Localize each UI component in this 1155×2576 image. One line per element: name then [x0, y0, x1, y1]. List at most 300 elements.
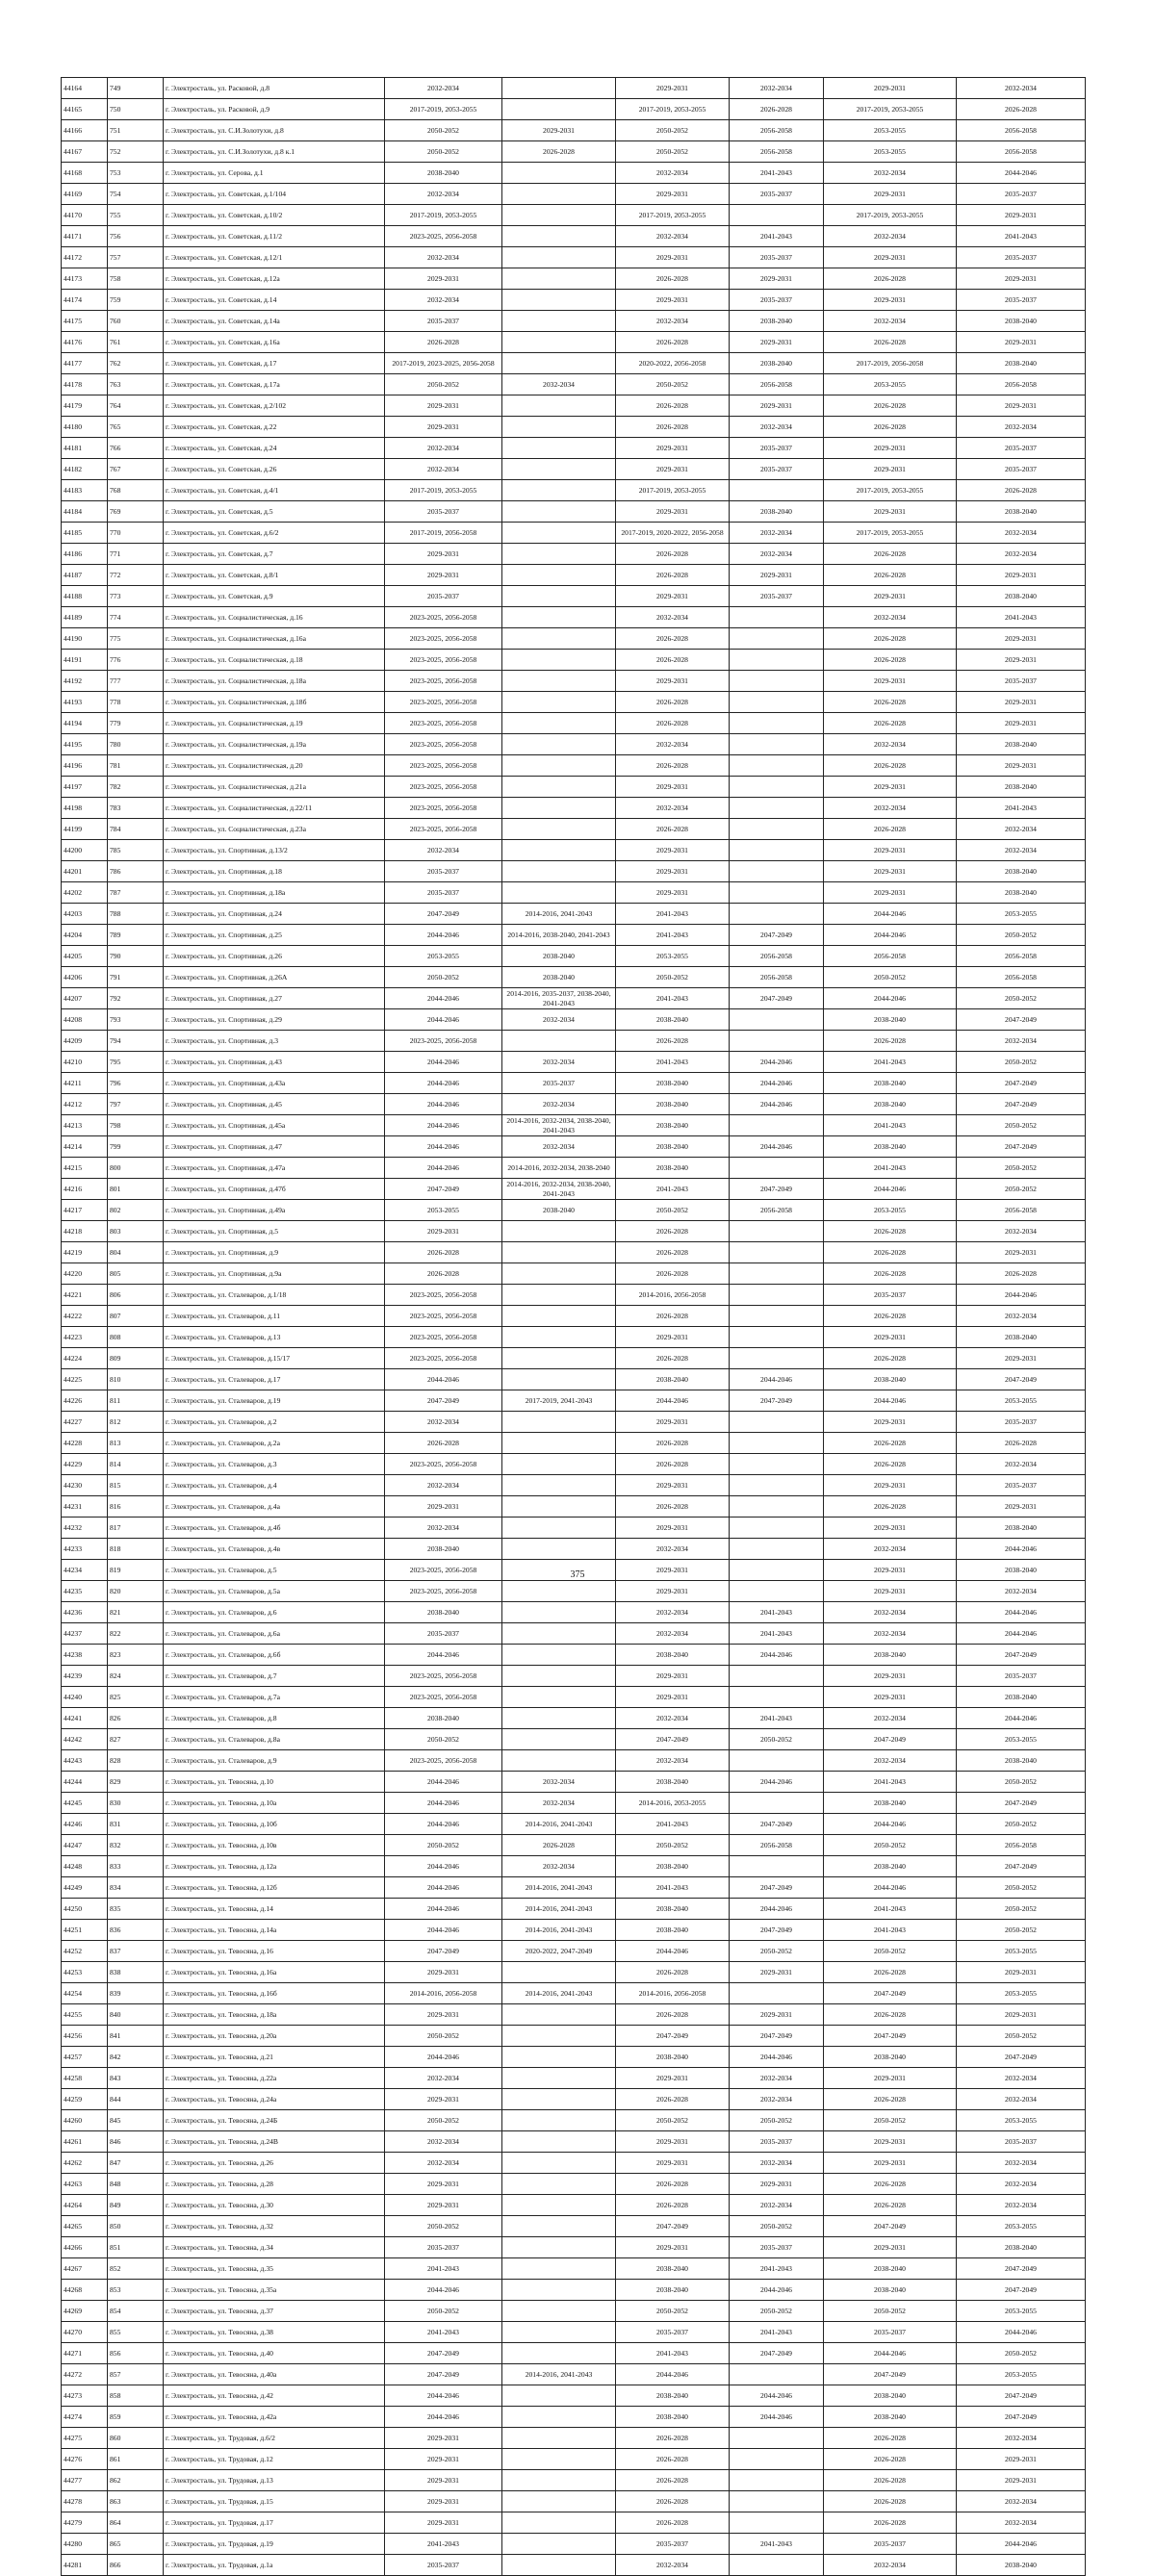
period-3-cell: 2050-2052: [616, 1835, 730, 1856]
period-4-cell: 2032-2034: [730, 2195, 824, 2216]
house-number-cell: 774: [108, 607, 164, 628]
house-number-cell: 802: [108, 1200, 164, 1221]
period-3-cell: 2038-2040: [616, 1772, 730, 1793]
period-6-cell: 2029-2031: [957, 1962, 1086, 1983]
period-1-cell: 2023-2025, 2056-2058: [385, 1560, 502, 1581]
period-4-cell: 2050-2052: [730, 2301, 824, 2322]
house-number-cell: 773: [108, 586, 164, 607]
period-5-cell: 2026-2028: [824, 628, 957, 650]
period-6-cell: 2038-2040: [957, 1750, 1086, 1772]
period-5-cell: 2029-2031: [824, 2068, 957, 2089]
row-number-cell: 44217: [62, 1200, 108, 1221]
period-1-cell: 2029-2031: [385, 565, 502, 586]
period-6-cell: 2038-2040: [957, 861, 1086, 882]
period-2-cell: [502, 501, 616, 523]
period-2-cell: [502, 1031, 616, 1052]
house-number-cell: 786: [108, 861, 164, 882]
row-number-cell: 44212: [62, 1094, 108, 1115]
table-row: [62, 798, 1086, 819]
period-2-cell: [502, 734, 616, 755]
house-number-cell: 778: [108, 692, 164, 713]
period-5-cell: 2029-2031: [824, 247, 957, 268]
period-3-cell: 2014-2016, 2053-2055: [616, 1793, 730, 1814]
period-5-cell: 2029-2031: [824, 1475, 957, 1496]
period-5-cell: 2041-2043: [824, 1899, 957, 1920]
row-number-cell: 44262: [62, 2153, 108, 2174]
period-4-cell: [730, 1687, 824, 1708]
period-1-cell: 2023-2025, 2056-2058: [385, 607, 502, 628]
house-number-cell: 834: [108, 1877, 164, 1899]
table-row: [62, 120, 1086, 141]
period-4-cell: 2035-2037: [730, 290, 824, 311]
period-3-cell: 2032-2034: [616, 1708, 730, 1729]
house-number-cell: 763: [108, 374, 164, 395]
period-5-cell: 2038-2040: [824, 2407, 957, 2428]
address-cell: г. Электросталь, ул. С.И.Золотухи, д.8 к.1: [164, 141, 385, 163]
period-4-cell: [730, 205, 824, 226]
period-3-cell: 2029-2031: [616, 78, 730, 99]
table-row: [62, 1793, 1086, 1814]
row-number-cell: 44245: [62, 1793, 108, 1814]
period-2-cell: 2026-2028: [502, 1835, 616, 1856]
period-1-cell: 2029-2031: [385, 2491, 502, 2512]
address-cell: г. Электросталь, ул. Тевосяна, д.40а: [164, 2364, 385, 2385]
period-5-cell: 2026-2028: [824, 692, 957, 713]
period-6-cell: 2056-2058: [957, 967, 1086, 988]
period-5-cell: 2035-2037: [824, 2322, 957, 2343]
address-cell: г. Электросталь, ул. Сталеваров, д.5а: [164, 1581, 385, 1602]
house-number-cell: 860: [108, 2428, 164, 2449]
period-3-cell: 2041-2043: [616, 2343, 730, 2364]
period-2-cell: [502, 2470, 616, 2491]
house-number-cell: 758: [108, 268, 164, 290]
period-5-cell: 2029-2031: [824, 1412, 957, 1433]
period-3-cell: 2017-2019, 2053-2055: [616, 99, 730, 120]
period-3-cell: 2026-2028: [616, 1263, 730, 1285]
period-1-cell: 2044-2046: [385, 1158, 502, 1179]
table-row: [62, 268, 1086, 290]
period-1-cell: 2035-2037: [385, 861, 502, 882]
period-4-cell: 2032-2034: [730, 417, 824, 438]
period-3-cell: 2014-2016, 2056-2058: [616, 1983, 730, 2004]
period-2-cell: 2032-2034: [502, 1094, 616, 1115]
period-6-cell: 2035-2037: [957, 671, 1086, 692]
period-5-cell: 2017-2019, 2056-2058: [824, 353, 957, 374]
period-6-cell: 2044-2046: [957, 163, 1086, 184]
table-row: [62, 1179, 1086, 1200]
period-6-cell: 2056-2058: [957, 946, 1086, 967]
address-cell: г. Электросталь, ул. Сталеваров, д.13: [164, 1327, 385, 1348]
period-3-cell: 2017-2019, 2053-2055: [616, 205, 730, 226]
row-number-cell: 44275: [62, 2428, 108, 2449]
row-number-cell: 44207: [62, 988, 108, 1009]
period-3-cell: 2038-2040: [616, 1009, 730, 1031]
period-1-cell: 2023-2025, 2056-2058: [385, 650, 502, 671]
row-number-cell: 44197: [62, 777, 108, 798]
period-3-cell: 2038-2040: [616, 1899, 730, 1920]
house-number-cell: 851: [108, 2237, 164, 2258]
period-3-cell: 2029-2031: [616, 184, 730, 205]
period-1-cell: 2044-2046: [385, 1052, 502, 1073]
house-number-cell: 814: [108, 1454, 164, 1475]
period-6-cell: 2047-2049: [957, 1073, 1086, 1094]
address-cell: г. Электросталь, ул. Тевосяна, д.10в: [164, 1835, 385, 1856]
period-6-cell: 2050-2052: [957, 1877, 1086, 1899]
period-4-cell: 2044-2046: [730, 1899, 824, 1920]
period-5-cell: 2038-2040: [824, 2385, 957, 2407]
row-number-cell: 44258: [62, 2068, 108, 2089]
table-row: [62, 861, 1086, 882]
table-row: [62, 1200, 1086, 1221]
period-3-cell: 2050-2052: [616, 967, 730, 988]
period-5-cell: 2026-2028: [824, 2195, 957, 2216]
period-1-cell: 2050-2052: [385, 2216, 502, 2237]
period-2-cell: [502, 1539, 616, 1560]
address-cell: г. Электросталь, ул. Спортивная, д.5: [164, 1221, 385, 1242]
period-6-cell: 2032-2034: [957, 819, 1086, 840]
row-number-cell: 44181: [62, 438, 108, 459]
table-row: [62, 1094, 1086, 1115]
table-row: [62, 628, 1086, 650]
period-3-cell: 2029-2031: [616, 247, 730, 268]
address-cell: г. Электросталь, ул. Спортивная, д.26А: [164, 967, 385, 988]
period-2-cell: [502, 99, 616, 120]
address-cell: г. Электросталь, ул. Тевосяна, д.16: [164, 1941, 385, 1962]
table-row: [62, 480, 1086, 501]
address-cell: г. Электросталь, ул. Спортивная, д.47б: [164, 1179, 385, 1200]
address-cell: г. Электросталь, ул. Советская, д.17: [164, 353, 385, 374]
house-number-cell: 812: [108, 1412, 164, 1433]
period-5-cell: 2044-2046: [824, 925, 957, 946]
house-number-cell: 832: [108, 1835, 164, 1856]
row-number-cell: 44210: [62, 1052, 108, 1073]
row-number-cell: 44264: [62, 2195, 108, 2216]
period-6-cell: 2053-2055: [957, 2216, 1086, 2237]
period-3-cell: 2029-2031: [616, 2153, 730, 2174]
period-6-cell: 2044-2046: [957, 1708, 1086, 1729]
address-cell: г. Электросталь, ул. Тевосяна, д.16а: [164, 1962, 385, 1983]
period-2-cell: [502, 2301, 616, 2322]
period-1-cell: 2047-2049: [385, 2343, 502, 2364]
address-cell: г. Электросталь, ул. Советская, д.5: [164, 501, 385, 523]
period-5-cell: 2029-2031: [824, 1581, 957, 1602]
period-1-cell: 2029-2031: [385, 1962, 502, 1983]
row-number-cell: 44265: [62, 2216, 108, 2237]
address-cell: г. Электросталь, ул. Трудовая, д.13: [164, 2470, 385, 2491]
period-3-cell: 2038-2040: [616, 1094, 730, 1115]
address-cell: г. Электросталь, ул. Советская, д.11/2: [164, 226, 385, 247]
period-3-cell: 2026-2028: [616, 1496, 730, 1518]
table-row: [62, 1454, 1086, 1475]
period-6-cell: 2041-2043: [957, 226, 1086, 247]
period-3-cell: 2026-2028: [616, 1306, 730, 1327]
table-row: [62, 692, 1086, 713]
table-row: [62, 2301, 1086, 2322]
period-2-cell: [502, 882, 616, 904]
period-5-cell: 2026-2028: [824, 2428, 957, 2449]
period-4-cell: 2044-2046: [730, 2047, 824, 2068]
period-3-cell: 2047-2049: [616, 1729, 730, 1750]
address-cell: г. Электросталь, ул. Трудовая, д.6/2: [164, 2428, 385, 2449]
row-number-cell: 44213: [62, 1115, 108, 1136]
period-3-cell: 2035-2037: [616, 2322, 730, 2343]
house-number-cell: 817: [108, 1518, 164, 1539]
period-5-cell: 2029-2031: [824, 861, 957, 882]
row-number-cell: 44249: [62, 1877, 108, 1899]
period-5-cell: 2017-2019, 2053-2055: [824, 205, 957, 226]
period-6-cell: 2029-2031: [957, 713, 1086, 734]
period-4-cell: 2044-2046: [730, 1094, 824, 1115]
address-cell: г. Электросталь, ул. Трудовая, д.15: [164, 2491, 385, 2512]
period-5-cell: 2026-2028: [824, 1242, 957, 1263]
address-cell: г. Электросталь, ул. Тевосяна, д.16б: [164, 1983, 385, 2004]
period-4-cell: 2029-2031: [730, 565, 824, 586]
period-2-cell: [502, 247, 616, 268]
period-2-cell: [502, 1454, 616, 1475]
address-cell: г. Электросталь, ул. Сталеваров, д.4в: [164, 1539, 385, 1560]
period-5-cell: 2047-2049: [824, 2364, 957, 2385]
period-6-cell: 2029-2031: [957, 205, 1086, 226]
period-2-cell: [502, 2004, 616, 2026]
period-2-cell: [502, 2280, 616, 2301]
table-row: [62, 2512, 1086, 2534]
row-number-cell: 44272: [62, 2364, 108, 2385]
period-2-cell: 2014-2016, 2041-2043: [502, 1814, 616, 1835]
period-1-cell: 2050-2052: [385, 1729, 502, 1750]
period-2-cell: 2032-2034: [502, 374, 616, 395]
address-cell: г. Электросталь, ул. Спортивная, д.45а: [164, 1115, 385, 1136]
row-number-cell: 44190: [62, 628, 108, 650]
period-4-cell: 2056-2058: [730, 946, 824, 967]
period-3-cell: 2026-2028: [616, 713, 730, 734]
period-6-cell: 2032-2034: [957, 2174, 1086, 2195]
period-1-cell: 2050-2052: [385, 374, 502, 395]
period-4-cell: [730, 1856, 824, 1877]
period-3-cell: 2026-2028: [616, 2512, 730, 2534]
table-row: [62, 438, 1086, 459]
house-number-cell: 784: [108, 819, 164, 840]
period-2-cell: 2020-2022, 2047-2049: [502, 1941, 616, 1962]
row-number-cell: 44211: [62, 1073, 108, 1094]
table-row: [62, 819, 1086, 840]
row-number-cell: 44237: [62, 1623, 108, 1645]
address-cell: г. Электросталь, ул. Тевосяна, д.20а: [164, 2026, 385, 2047]
period-2-cell: [502, 2512, 616, 2534]
period-2-cell: 2014-2016, 2041-2043: [502, 1983, 616, 2004]
period-5-cell: 2038-2040: [824, 1856, 957, 1877]
period-5-cell: 2026-2028: [824, 755, 957, 777]
period-2-cell: [502, 1433, 616, 1454]
period-5-cell: 2032-2034: [824, 1708, 957, 1729]
period-3-cell: 2038-2040: [616, 2385, 730, 2407]
period-2-cell: [502, 1708, 616, 1729]
row-number-cell: 44267: [62, 2258, 108, 2280]
row-number-cell: 44259: [62, 2089, 108, 2110]
row-number-cell: 44270: [62, 2322, 108, 2343]
period-3-cell: 2026-2028: [616, 755, 730, 777]
address-cell: г. Электросталь, ул. Тевосяна, д.28: [164, 2174, 385, 2195]
period-1-cell: 2047-2049: [385, 1390, 502, 1412]
row-number-cell: 44251: [62, 1920, 108, 1941]
address-cell: г. Электросталь, ул. Социалистическая, д.16: [164, 607, 385, 628]
table-row: [62, 1750, 1086, 1772]
period-4-cell: 2041-2043: [730, 163, 824, 184]
period-1-cell: 2032-2034: [385, 438, 502, 459]
period-4-cell: 2050-2052: [730, 2216, 824, 2237]
table-row: [62, 2068, 1086, 2089]
house-number-cell: 866: [108, 2555, 164, 2576]
row-number-cell: 44218: [62, 1221, 108, 1242]
period-2-cell: 2038-2040: [502, 967, 616, 988]
period-2-cell: [502, 2174, 616, 2195]
period-4-cell: 2044-2046: [730, 1052, 824, 1073]
house-number-cell: 855: [108, 2322, 164, 2343]
house-number-cell: 853: [108, 2280, 164, 2301]
address-cell: г. Электросталь, ул. Сталеваров, д.19: [164, 1390, 385, 1412]
table-row: [62, 1136, 1086, 1158]
period-1-cell: 2044-2046: [385, 1899, 502, 1920]
period-2-cell: 2014-2016, 2041-2043: [502, 904, 616, 925]
period-1-cell: 2047-2049: [385, 904, 502, 925]
period-3-cell: 2026-2028: [616, 1433, 730, 1454]
period-4-cell: 2038-2040: [730, 311, 824, 332]
period-6-cell: 2047-2049: [957, 2258, 1086, 2280]
period-1-cell: 2029-2031: [385, 268, 502, 290]
row-number-cell: 44268: [62, 2280, 108, 2301]
period-3-cell: 2041-2043: [616, 1052, 730, 1073]
period-4-cell: [730, 798, 824, 819]
period-6-cell: 2047-2049: [957, 1856, 1086, 1877]
period-2-cell: [502, 480, 616, 501]
period-4-cell: 2047-2049: [730, 1920, 824, 1941]
period-6-cell: 2029-2031: [957, 1242, 1086, 1263]
row-number-cell: 44247: [62, 1835, 108, 1856]
period-2-cell: [502, 692, 616, 713]
period-2-cell: [502, 1348, 616, 1369]
period-1-cell: 2035-2037: [385, 1623, 502, 1645]
period-6-cell: 2050-2052: [957, 2343, 1086, 2364]
table-row: [62, 1369, 1086, 1390]
table-row: [62, 882, 1086, 904]
period-3-cell: 2032-2034: [616, 1602, 730, 1623]
period-2-cell: [502, 1221, 616, 1242]
period-3-cell: 2038-2040: [616, 1369, 730, 1390]
period-4-cell: [730, 1031, 824, 1052]
period-2-cell: 2017-2019, 2041-2043: [502, 1390, 616, 1412]
row-number-cell: 44215: [62, 1158, 108, 1179]
period-3-cell: 2026-2028: [616, 2089, 730, 2110]
address-cell: г. Электросталь, ул. С.И.Золотухи, д.8: [164, 120, 385, 141]
period-1-cell: 2035-2037: [385, 2237, 502, 2258]
house-number-cell: 808: [108, 1327, 164, 1348]
period-4-cell: [730, 777, 824, 798]
row-number-cell: 44242: [62, 1729, 108, 1750]
address-cell: г. Электросталь, ул. Тевосяна, д.30: [164, 2195, 385, 2216]
house-number-cell: 805: [108, 1263, 164, 1285]
period-4-cell: [730, 1518, 824, 1539]
period-5-cell: 2044-2046: [824, 1814, 957, 1835]
table-row: [62, 2343, 1086, 2364]
period-5-cell: 2029-2031: [824, 1687, 957, 1708]
house-number-cell: 769: [108, 501, 164, 523]
table-row: [62, 1581, 1086, 1602]
house-number-cell: 791: [108, 967, 164, 988]
house-number-cell: 800: [108, 1158, 164, 1179]
period-4-cell: [730, 713, 824, 734]
page-number: 375: [570, 1569, 585, 1580]
table-row: [62, 840, 1086, 861]
period-4-cell: 2044-2046: [730, 1645, 824, 1666]
period-1-cell: 2014-2016, 2056-2058: [385, 1983, 502, 2004]
table-row: [62, 523, 1086, 544]
period-3-cell: 2026-2028: [616, 417, 730, 438]
period-6-cell: 2053-2055: [957, 1729, 1086, 1750]
period-1-cell: 2029-2031: [385, 544, 502, 565]
table-row: [62, 2385, 1086, 2407]
house-number-cell: 838: [108, 1962, 164, 1983]
house-number-cell: 804: [108, 1242, 164, 1263]
period-6-cell: 2044-2046: [957, 2534, 1086, 2555]
period-1-cell: 2044-2046: [385, 1009, 502, 1031]
period-6-cell: 2038-2040: [957, 2237, 1086, 2258]
period-5-cell: 2026-2028: [824, 332, 957, 353]
period-2-cell: [502, 2534, 616, 2555]
house-number-cell: 782: [108, 777, 164, 798]
period-3-cell: 2038-2040: [616, 2280, 730, 2301]
table-row: [62, 1941, 1086, 1962]
period-6-cell: 2047-2049: [957, 1369, 1086, 1390]
house-number-cell: 760: [108, 311, 164, 332]
table-row: [62, 2237, 1086, 2258]
house-number-cell: 792: [108, 988, 164, 1009]
period-2-cell: [502, 438, 616, 459]
address-cell: г. Электросталь, ул. Советская, д.14а: [164, 311, 385, 332]
period-1-cell: 2044-2046: [385, 1094, 502, 1115]
period-1-cell: 2023-2025, 2056-2058: [385, 713, 502, 734]
period-3-cell: 2032-2034: [616, 1750, 730, 1772]
row-number-cell: 44174: [62, 290, 108, 311]
period-2-cell: [502, 1729, 616, 1750]
period-1-cell: 2050-2052: [385, 141, 502, 163]
address-cell: г. Электросталь, ул. Тевосяна, д.26: [164, 2153, 385, 2174]
period-2-cell: [502, 2068, 616, 2089]
table-row: [62, 2089, 1086, 2110]
period-5-cell: 2026-2028: [824, 395, 957, 417]
period-2-cell: [502, 417, 616, 438]
period-3-cell: 2029-2031: [616, 2237, 730, 2258]
period-3-cell: 2026-2028: [616, 819, 730, 840]
period-1-cell: 2047-2049: [385, 1179, 502, 1200]
house-number-cell: 815: [108, 1475, 164, 1496]
period-2-cell: [502, 2216, 616, 2237]
house-number-cell: 806: [108, 1285, 164, 1306]
address-cell: г. Электросталь, ул. Сталеваров, д.7а: [164, 1687, 385, 1708]
period-6-cell: 2050-2052: [957, 1920, 1086, 1941]
row-number-cell: 44276: [62, 2449, 108, 2470]
period-3-cell: 2026-2028: [616, 2004, 730, 2026]
register-table-sheet: [61, 77, 1085, 2576]
address-cell: г. Электросталь, ул. Сталеваров, д.4б: [164, 1518, 385, 1539]
period-2-cell: 2032-2034: [502, 1772, 616, 1793]
house-number-cell: 785: [108, 840, 164, 861]
period-1-cell: 2044-2046: [385, 1877, 502, 1899]
period-6-cell: 2029-2031: [957, 2449, 1086, 2470]
period-6-cell: 2041-2043: [957, 607, 1086, 628]
row-number-cell: 44221: [62, 1285, 108, 1306]
house-number-cell: 840: [108, 2004, 164, 2026]
period-6-cell: 2026-2028: [957, 1433, 1086, 1454]
period-3-cell: 2026-2028: [616, 692, 730, 713]
